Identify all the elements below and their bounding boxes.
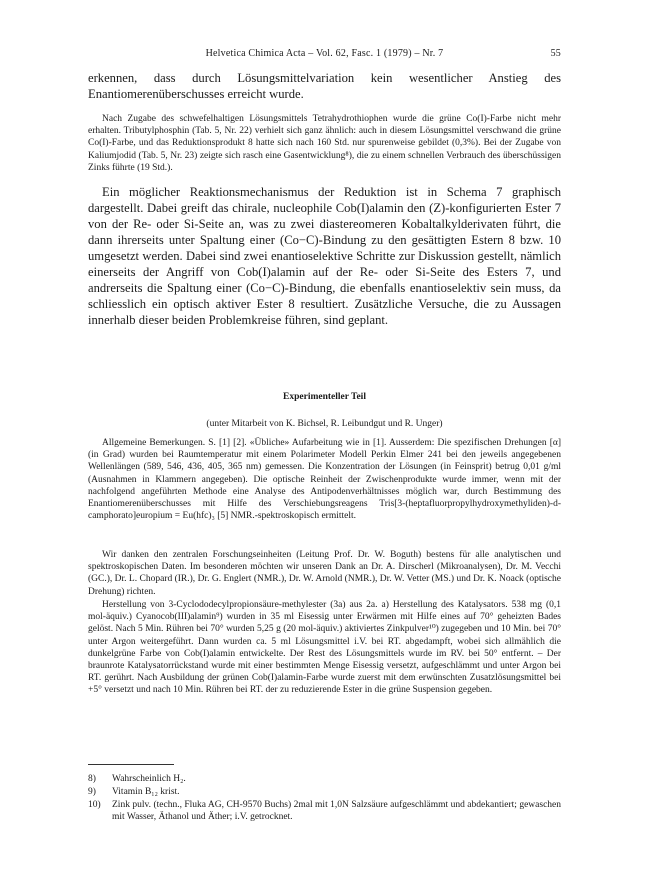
footnote-8: [88, 773, 561, 785]
paragraph-text: Nach Zugabe des schwefelhaltigen Lösungsmittels Tetrahydrothiophen wurde die grüne Co(I)-Farbe nicht mehr erhalten. Tributylphosphin (Tab. 5, Nr. 22) verhielt sich ganz ähnlich: auch in diesem Lösungsmittel verschwand die grüne Co(I)-Farbe, und das Reduktionsprodukt 8 hatte sich nach 160 Std. nur spurenweise gebildet (0,3%). Bei der Zugabe von Kaliumjodid (Tab. 5, Nr. 23) zeigte sich rasch eine Gasentwicklung⁸), die zu einem schnellen Verbrauch des überschüssigen Zinks führte (19 Std.).: [88, 114, 561, 173]
footnote-mark: 9): [88, 787, 96, 797]
paragraph-text: Ein möglicher Reaktionsmechanismus der Reduktion ist in Schema 7 graphisch dargestellt. Dabei greift das chirale, nucleophile Cob(I)alamin den (Z)-konfigurierten Ester 7 von der Re- oder Si-Seite an, was zu zwei diastereomeren Kobaltalkylderivaten führt, die dann ihrerseits unter Spaltung einer (Co−C)-Bindung zu den gesättigten Estern 8 bzw. 10 umgesetzt werden. Dabei sind zwei enantioselektive Schritte zur Diskussion gestellt, nämlich einerseits der Angriff von Cob(I)alamin auf der Re- oder Si-Seite des Esters 7, und andrerseits die Spaltung einer (Co−C)-Bindung, die ebenfalls enantioselektiv sein muss, da schliesslich ein optisch aktiver Ester 8 resultiert. Zusätzliche Versuche, die zu Aussagen innerhalb dieser beiden Problemkreise führen, sind geplant.: [88, 185, 561, 327]
paragraph-text: Wir danken den zentralen Forschungseinheiten (Leitung Prof. Dr. W. Boguth) bestens für alle analytischen und spektroskopischen Daten. Im besonderen möchten wir unseren Dank an Dr. A. Dirscherl (Mikroanalysen), Dr. M. Vecchi (GC.), Dr. L. Chopard (IR.), Dr. G. Englert (NMR.), Dr. W. Arnold (NMR.), Dr. W. Vetter (MS.) und Dr. K. Noack (optische Drehung) richten.: [88, 550, 561, 597]
acknowledgements: [88, 549, 561, 598]
paragraph-conclusion: [88, 70, 561, 102]
paragraph-text: erkennen, dass durch Lösungsmittelvariation kein wesentlicher Anstieg des Enantiomerenüberschusses erreicht wurde.: [88, 71, 561, 101]
page-number: 55: [550, 48, 561, 59]
footnote-text: Zink pulv. (techn., Fluka AG, CH-9570 Buchs) 2mal mit 1,0N Salzsäure aufgeschlämmt und abdekantiert; gewaschen mit Wasser, Äthanol und Äther; i.V. getrocknet.: [112, 800, 561, 822]
journal-title: Helvetica Chimica Acta – Vol. 62, Fasc. 1 (1979) – Nr. 7: [205, 48, 444, 59]
footnote-10: [88, 799, 561, 823]
footnote-mark: 8): [88, 774, 96, 784]
experimental-preparation: [88, 599, 561, 697]
footnote-rule: [88, 764, 174, 765]
footnote-text: Wahrscheinlich H₂.: [112, 774, 186, 784]
paragraph-text: Allgemeine Bemerkungen. S. [1] [2]. «Übliche» Aufarbeitung wie in [1]. Ausserdem: Die spezifischen Drehungen [α] (in Grad) wurden bei Raumtemperatur mit einem Polarimeter Modell Perkin Elmer 241 bei den jeweils angegebenen Wellenlängen (589, 546, 436, 405, 365 nm) gemessen. Die Konzentration der Lösungen (in Feinsprit) betrug 0,01 g/ml (Ausnahmen in Klammern angegeben). Die optische Reinheit der Zwischenprodukte wurde immer, wenn mit der nachfolgend angeführten Methode eine Analyse des Antipodenverhältnisses möglich war, durch Bestimmung des Enantiomerenüberschusses mit Hilfe des Verschiebungsreagens Tris[3-(heptafluorpropylhydroxymethyliden)-d-camphorato]europium = Eu(hfc)₃ [5] NMR.-spektroskopisch ermittelt.: [88, 438, 561, 522]
footnote-text: Vitamin B₁₂ krist.: [112, 787, 180, 797]
experimental-general: [88, 437, 561, 522]
collaborators-line: (unter Mitarbeit von K. Bichsel, R. Leibundgut und R. Unger): [206, 419, 443, 429]
paragraph-solvent-note: [88, 113, 561, 174]
paragraph-mechanism: [88, 184, 561, 328]
running-head: [88, 48, 561, 62]
paragraph-text: Herstellung von 3-Cyclododecylpropionsäure-methylester (3a) aus 2a. a) Herstellung des Katalysators. 538 mg (0,1 mol-äquiv.) Cyanocob(III)alamin⁹) wurden in 35 ml Eisessig unter Erwärmen mit Hilfe eines auf 70° geheizten Bades gelöst. Nach 5 Min. Rühren bei 70° wurden 5,25 g (20 mol-äquiv.) aktiviertes Zinkpulver¹⁰) zugegeben und 10 Min. bei 70° unter Argon weitergeführt. Dann wurden ca. 5 ml Lösungsmittel i.V. bei RT. abgedampft, wobei sich allmählich die dunkelgrüne Farbe von Cob(I)alamin entwickelte. Der Rest des Lösungsmittels wurde im RV. bei 50° entfernt. – Der braunrote Katalysatorrückstand wurde mit einer bestimmten Menge Eisessig versetzt, aufgeschlämmt und unter Argon bei RT. gerührt. Nach Ausbildung der grünen Cob(I)alamin-Farbe wurde zuerst mit dem erwünschten Zusatzlösungsmittel bei +5° versetzt und nach 10 Min. Rühren bei RT. der zu reduzierende Ester in die grüne Suspension gegeben.: [88, 600, 561, 696]
footnote-9: [88, 786, 561, 798]
section-heading: Experimenteller Teil: [283, 392, 366, 402]
footnote-mark: 10): [88, 800, 101, 810]
